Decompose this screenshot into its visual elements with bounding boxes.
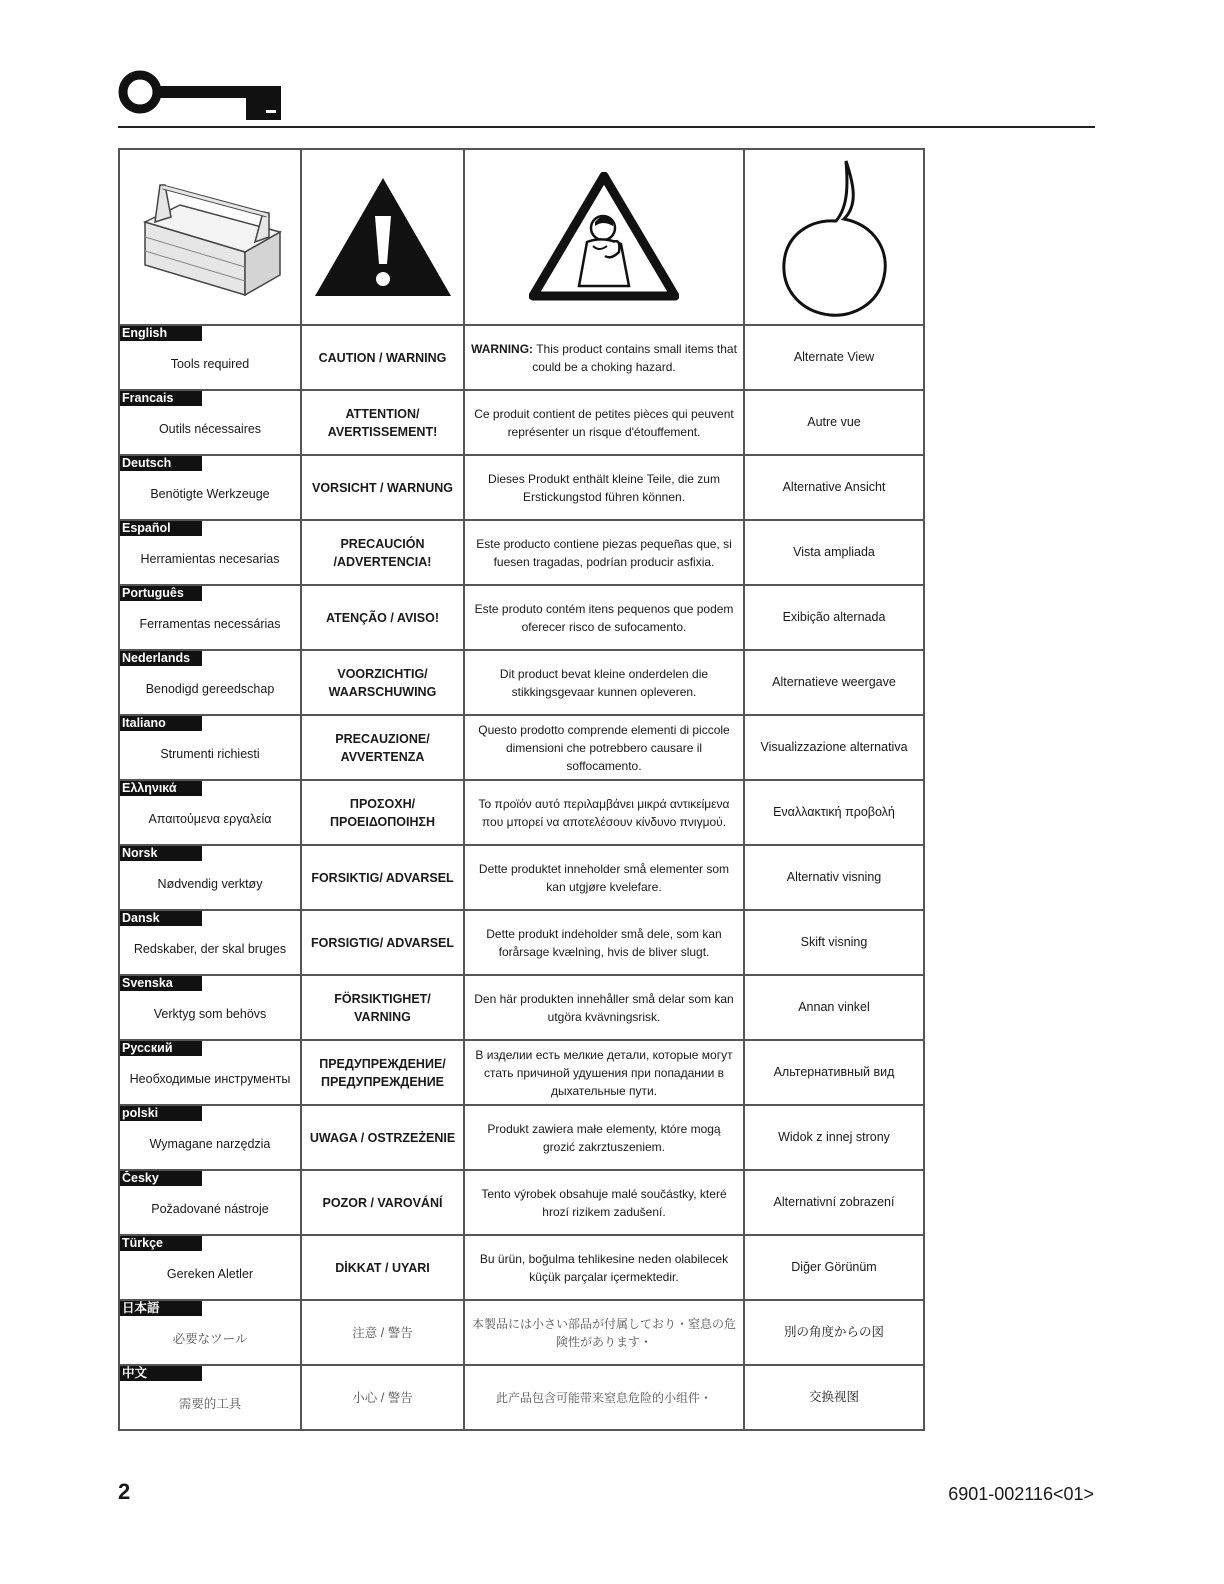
alternate-view-text: Skift visning [800,935,868,949]
alternate-view-cell [744,910,924,975]
language-tag: Svenska [120,976,202,991]
alternate-view-cell [744,1235,924,1300]
warning-cell [301,149,464,325]
caution-warning-text: FÖRSIKTIGHET/ VARNING [334,991,431,1024]
tools-cell [119,1040,301,1105]
alternate-view-text: Visualizzazione alternativa [760,740,908,754]
choking-warning-text: Este produto contém itens pequenos que podem oferecer risco de sufocamento. [474,601,734,634]
tools-cell [119,1235,301,1300]
choking-warning-text: Den här produkten innehåller små delar som kan utgöra kvävningsrisk. [474,991,734,1024]
alternate-view-cell [744,1040,924,1105]
language-tag: Português [120,586,202,601]
alternate-view-cell [744,1300,924,1365]
document-code: 6901-002116<01> [948,1484,1094,1504]
alternate-view-text: 別の角度からの図 [783,1325,884,1339]
alternate-view-cell [744,650,924,715]
caution-cell [301,1105,464,1170]
choking-warning-cell [464,390,744,455]
tools-required-text: Tools required [170,357,250,371]
alternate-view-text: Vista ampliada [793,545,875,559]
language-row [119,455,924,520]
alternate-view-text: Alternativ visning [786,870,882,884]
language-tag: Español [120,521,202,536]
tools-required-text: Ferramentas necessárias [139,617,281,631]
caution-cell [301,650,464,715]
language-row [119,520,924,585]
alternate-view-cell [744,1365,924,1430]
caution-cell [301,910,464,975]
choking-warning-cell [464,455,744,520]
tools-cell [119,910,301,975]
choking-warning-cell [464,325,744,390]
caution-warning-text: UWAGA / OSTRZEŻENIE [309,1130,456,1145]
language-tag: English [120,326,202,341]
warning-label: WARNING: [471,341,534,356]
language-row [119,1170,924,1235]
alternate-view-cell [744,975,924,1040]
language-row [119,1235,924,1300]
tools-required-text: Απαιτούμενα εργαλεία [148,812,272,826]
choking-warning-text: Dette produktet inneholder små elementer som kan utgjøre kvelefare. [478,861,730,894]
caution-warning-text: 注意 / 警告 [352,1325,413,1340]
choking-warning-cell [464,1105,744,1170]
alternate-view-text: Exibição alternada [782,610,886,624]
language-row [119,1365,924,1430]
tools-required-text: Outils nécessaires [158,422,262,436]
language-row [119,715,924,780]
choking-warning-text: Ce produit contient de petites pièces qui peuvent représenter un risque d'étouffement. [474,406,734,439]
tools-cell [119,1365,301,1430]
choking-warning-text: Este producto contiene piezas pequeñas que, si fuesen tragadas, podrían producir asfixia. [476,536,732,569]
caution-cell [301,1040,464,1105]
language-row [119,325,924,390]
tools-required-text: Verktyg som behövs [153,1007,267,1021]
caution-warning-text: ΠΡΟΣΟΧΗ/ ΠΡΟΕΙΔΟΠΟΙΗΣΗ [329,796,436,829]
caution-cell [301,1300,464,1365]
tools-cell [119,585,301,650]
choking-warning-text: Produkt zawiera małe elementy, które mogą grozić zakrztuszeniem. [487,1121,721,1154]
caution-cell [301,455,464,520]
caution-warning-text: 小心 / 警告 [352,1390,413,1405]
alternate-view-cell [744,585,924,650]
choking-warning-cell [464,1300,744,1365]
tools-required-text: Benodigd gereedschap [145,682,275,696]
language-row [119,845,924,910]
choking-warning-text: Το προϊόν αυτό περιλαμβάνει μικρά αντικείμενα που μπορεί να αποτελέσουν κίνδυνο πνιγμού. [478,796,730,829]
tools-required-text: Požadované nástroje [151,1202,269,1216]
language-tag: Francais [120,391,202,406]
alternate-view-text: Alternatieve weergave [772,675,896,689]
tools-cell [119,845,301,910]
choking-warning-cell [464,910,744,975]
choking-hazard-icon [529,172,679,302]
tools-required-text: 必要なツール [172,1332,248,1346]
toolbox-icon [135,177,285,297]
tools-required-text: Strumenti richiesti [160,747,260,761]
alternate-view-cell [744,1170,924,1235]
alternate-view-cell [744,325,924,390]
alternate-view-cell [744,715,924,780]
tools-required-text: Redskaber, der skal bruges [133,942,287,956]
language-tag: Русский [120,1041,202,1056]
caution-warning-text: PRECAUZIONE/ AVVERTENZA [335,731,430,764]
tools-required-text: Nødvendig verktøy [157,877,263,891]
language-row [119,975,924,1040]
tools-required-text: 需要的工具 [178,1397,242,1411]
language-row [119,780,924,845]
caution-cell [301,325,464,390]
alternate-view-cell [744,1105,924,1170]
alternate-view-cell [744,845,924,910]
alternate-view-text: Alternative Ansicht [782,480,886,494]
alternate-view-cell [744,455,924,520]
caution-warning-text: DİKKAT / UYARI [335,1260,430,1275]
tools-cell [119,975,301,1040]
balloon-icon [774,155,894,320]
tools-cell [119,780,301,845]
choking-warning-cell [464,715,744,780]
choking-warning-text: Dit product bevat kleine onderdelen die stikkingsgevaar kunnen opleveren. [499,666,709,699]
toolbox-cell [119,149,301,325]
alternate-view-text: Autre vue [807,415,861,429]
language-tag: Dansk [120,911,202,926]
warning-body: This product contains small items that could be a choking hazard. [532,341,737,374]
choking-warning-text: Questo prodotto comprende elementi di piccole dimensioni che potrebbero causare il soffocamento. [478,722,730,773]
tools-required-text: Benötigte Werkzeuge [150,487,270,501]
tools-cell [119,520,301,585]
caution-cell [301,390,464,455]
choking-warning-text: Tento výrobek obsahuje malé součástky, které hrozí rizikem zadušení. [481,1186,727,1219]
tools-required-text: Необходимые инструменты [129,1072,291,1086]
balloon-cell [744,149,924,325]
caution-warning-text: PRECAUCIÓN /ADVERTENCIA! [333,536,432,569]
language-row [119,585,924,650]
caution-cell [301,845,464,910]
warning-triangle-icon [313,176,453,298]
caution-warning-text: ATENÇÃO / AVISO! [326,610,439,625]
alternate-view-text: Εναλλακτική προβολή [773,805,895,819]
choking-warning-cell [464,520,744,585]
caution-warning-text: FORSIGTIG/ ADVARSEL [310,935,455,950]
caution-warning-text: VOORZICHTIG/ WAARSCHUWING [328,666,437,699]
choking-warning-text: Dieses Produkt enthält kleine Teile, die zum Erstickungstod führen können. [488,471,720,504]
tools-cell [119,455,301,520]
language-tag: Türkçe [120,1236,202,1251]
key-icon [118,64,283,124]
language-row [119,1105,924,1170]
alternate-view-text: Widok z innej strony [778,1130,890,1144]
alternate-view-cell [744,520,924,585]
choking-warning-cell [464,650,744,715]
multilingual-legend-table [118,148,925,1431]
caution-warning-text: ПРЕДУПРЕЖДЕНИЕ/ ПРЕДУПРЕЖДЕНИЕ [319,1056,446,1089]
caution-warning-text: POZOR / VAROVÁNÍ [322,1195,443,1210]
tools-cell [119,1170,301,1235]
language-tag: Norsk [120,846,202,861]
caution-cell [301,715,464,780]
alternate-view-text: Alternativní zobrazení [773,1195,895,1209]
choking-warning-text: В изделии есть мелкие детали, которые могут стать причиной удушения при попадании в дыхательные пути. [475,1047,733,1098]
choking-warning-cell [464,845,744,910]
choking-warning-text: 本製品には小さい部品が付属しており・窒息の危険性があります・ [471,1316,736,1349]
tools-cell [119,390,301,455]
caution-cell [301,585,464,650]
choking-hazard-cell [464,149,744,325]
caution-cell [301,975,464,1040]
choking-warning-text: Bu ürün, boğulma tehlikesine neden olabilecek küçük parçalar içermektedir. [479,1251,729,1284]
alternate-view-cell [744,780,924,845]
tools-cell [119,650,301,715]
tools-required-text: Gereken Aletler [166,1267,254,1281]
language-tag: Ελληνικά [120,781,202,796]
choking-warning-cell [464,780,744,845]
icon-row [119,149,924,325]
language-row [119,1040,924,1105]
alternate-view-text: Diğer Görünüm [791,1260,877,1274]
language-row [119,910,924,975]
language-row [119,1300,924,1365]
caution-cell [301,780,464,845]
choking-warning-text: 此产品包含可能带来窒息危险的小组件・ [495,1390,712,1405]
choking-warning-cell [464,1170,744,1235]
language-tag: Deutsch [120,456,202,471]
language-row [119,650,924,715]
tools-required-text: Herramientas necesarias [140,552,280,566]
choking-warning-cell [464,975,744,1040]
tools-required-text: Wymagane narzędzia [149,1137,271,1151]
language-tag: 日本語 [120,1301,202,1316]
language-tag: polski [120,1106,202,1121]
choking-warning-text [465,340,743,376]
top-rule [118,126,1095,128]
caution-warning-text: VORSICHT / WARNUNG [312,480,453,495]
alternate-view-text: Альтернативный вид [773,1065,895,1079]
alternate-view-text: 交换视图 [808,1390,859,1404]
language-tag: 中文 [120,1366,202,1381]
alternate-view-text: Annan vinkel [798,1000,870,1014]
caution-cell [301,1170,464,1235]
alternate-view-cell [744,390,924,455]
tools-cell [119,1105,301,1170]
page-number: 2 [118,1479,131,1504]
caution-cell [301,1235,464,1300]
caution-warning-text: FORSIKTIG/ ADVARSEL [311,870,454,885]
choking-warning-cell [464,1040,744,1105]
caution-cell [301,1365,464,1430]
caution-warning-text: CAUTION / WARNING [318,350,447,365]
language-tag: Italiano [120,716,202,731]
language-tag: Česky [120,1171,202,1186]
choking-warning-cell [464,585,744,650]
tools-cell [119,1300,301,1365]
tools-cell [119,715,301,780]
language-row [119,390,924,455]
caution-cell [301,520,464,585]
choking-warning-text: Dette produkt indeholder små dele, som kan forårsage kvælning, hvis de bliver slugt. [486,926,722,959]
caution-warning-text: ATTENTION/ AVERTISSEMENT! [327,406,438,439]
choking-warning-cell [464,1365,744,1430]
tools-cell [119,325,301,390]
language-tag: Nederlands [120,651,202,666]
choking-warning-cell [464,1235,744,1300]
alternate-view-text: Alternate View [793,350,875,364]
